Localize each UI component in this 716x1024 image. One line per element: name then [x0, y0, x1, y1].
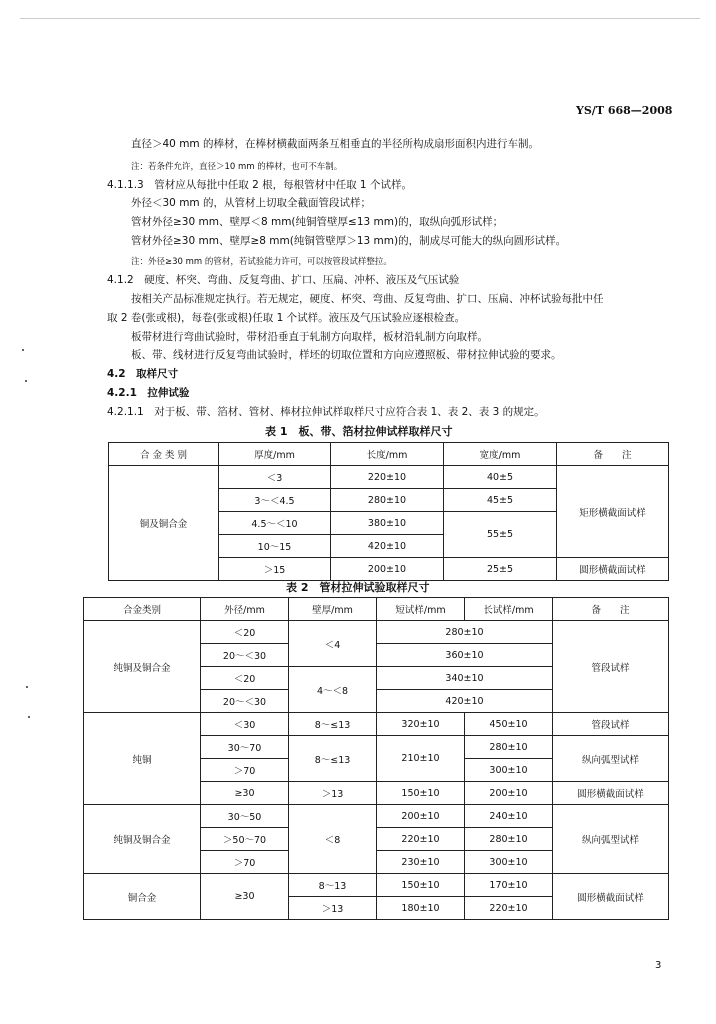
cell: ＞13 [289, 782, 377, 805]
remark-cell: 矩形横截面试样 [557, 466, 669, 558]
cell: 200±10 [331, 558, 444, 581]
cell: 180±10 [377, 897, 465, 920]
section-4-1-2: 4.1.2 硬度、杯突、弯曲、反复弯曲、扩口、压扁、冲杯、液压及气压试验 [107, 274, 460, 286]
scan-speck [26, 686, 28, 688]
cell: ＜3 [219, 466, 331, 489]
scan-speck [22, 349, 24, 351]
remark-cell: 纵向弧型试样 [553, 736, 669, 782]
cell: 30～70 [201, 736, 289, 759]
standard-number: YS/T 668—2008 [576, 104, 673, 117]
scan-speck [25, 380, 27, 382]
header-cell: 外径/mm [201, 598, 289, 621]
remark-cell: 纵向弧型试样 [553, 805, 669, 874]
table2 [83, 597, 669, 920]
cell: 230±10 [377, 851, 465, 874]
section-4-2: 4.2 取样尺寸 [107, 368, 179, 380]
cell: 300±10 [465, 851, 553, 874]
cell: 20～＜30 [201, 690, 289, 713]
cell: 30～50 [201, 805, 289, 828]
cell: 280±10 [377, 621, 553, 644]
cell: 20～＜30 [201, 644, 289, 667]
cell: 340±10 [377, 667, 553, 690]
table-row [84, 874, 669, 897]
paragraph: 管材外径≥30 mm、壁厚≥8 mm(纯铜管壁厚＞13 mm)的，制成尽可能大的纵向圆形试样。 [131, 235, 567, 247]
paragraph: 直径＞40 mm 的棒材，在棒材横截面两条互相垂直的半径所构成扇形面积内进行车制。 [131, 138, 539, 150]
paragraph: 取 2 卷(张或根)，每卷(张或根)任取 1 个试样。液压及气压试验应逐根检查。 [107, 312, 466, 324]
header-cell: 备 注 [553, 598, 669, 621]
table-row [84, 805, 669, 828]
cell: 220±10 [331, 466, 444, 489]
cell: 280±10 [465, 828, 553, 851]
cell: ＜8 [289, 805, 377, 874]
page-number: 3 [655, 960, 662, 971]
cell: 240±10 [465, 805, 553, 828]
cell: 200±10 [465, 782, 553, 805]
cell: 55±5 [444, 512, 557, 558]
table1-caption: 表 1 板、带、箔材拉伸试样取样尺寸 [265, 425, 453, 438]
section-4-2-1: 4.2.1 拉伸试验 [107, 387, 190, 399]
alloy-cell: 铜及铜合金 [109, 466, 219, 581]
header-cell: 厚度/mm [219, 443, 331, 466]
remark-cell: 管段试样 [553, 621, 669, 713]
remark-cell: 圆形横截面试样 [557, 558, 669, 581]
cell: ≥30 [201, 782, 289, 805]
cell: 220±10 [377, 828, 465, 851]
paragraph: 按相关产品标准规定执行。若无规定，硬度、杯突、弯曲、反复弯曲、扩口、压扁、冲杯试验每批中任 [131, 293, 604, 305]
cell: 150±10 [377, 874, 465, 897]
table-row [84, 598, 669, 621]
table1 [108, 442, 669, 581]
cell: ＜20 [201, 621, 289, 644]
cell: ＞70 [201, 851, 289, 874]
cell: 450±10 [465, 713, 553, 736]
remark-cell: 圆形横截面试样 [553, 874, 669, 920]
paragraph: 管材外径≥30 mm、壁厚＜8 mm(纯铜管壁厚≤13 mm)的，取纵向弧形试样； [131, 216, 504, 228]
header-cell: 合 金 类 别 [109, 443, 219, 466]
remark-cell: 管段试样 [553, 713, 669, 736]
cell: 380±10 [331, 512, 444, 535]
cell: 420±10 [377, 690, 553, 713]
header-cell: 长试样/mm [465, 598, 553, 621]
cell: 25±5 [444, 558, 557, 581]
header-cell: 宽度/mm [444, 443, 557, 466]
header-cell: 长度/mm [331, 443, 444, 466]
paragraph: 外径＜30 mm 的，从管材上切取全截面管段试样； [131, 197, 371, 209]
cell: 8～13 [289, 874, 377, 897]
cell: 3～＜4.5 [219, 489, 331, 512]
paragraph: 板、带、线材进行反复弯曲试验时，样坯的切取位置和方向应遵照板、带材拉伸试验的要求。 [131, 349, 562, 361]
note: 注：外径≥30 mm 的管材，若试验能力许可，可以按管段试样整拉。 [131, 257, 392, 267]
table-row [84, 713, 669, 736]
cell: ＞13 [289, 897, 377, 920]
scan-speck [28, 716, 30, 718]
header-cell: 短试样/mm [377, 598, 465, 621]
alloy-cell: 纯铜 [84, 713, 201, 805]
cell: 8～≤13 [289, 736, 377, 782]
cell: 280±10 [465, 736, 553, 759]
cell: 320±10 [377, 713, 465, 736]
cell: 420±10 [331, 535, 444, 558]
cell: ＜4 [289, 621, 377, 667]
section-4-1-1-3: 4.1.1.3 管材应从每批中任取 2 根，每根管材中任取 1 个试样。 [107, 179, 412, 191]
header-cell: 合金类别 [84, 598, 201, 621]
cell: 360±10 [377, 644, 553, 667]
header-cell: 备 注 [557, 443, 669, 466]
cell: 280±10 [331, 489, 444, 512]
cell: 45±5 [444, 489, 557, 512]
cell: 40±5 [444, 466, 557, 489]
scan-edge-line [20, 18, 700, 19]
alloy-cell: 铜合金 [84, 874, 201, 920]
cell: ＞50～70 [201, 828, 289, 851]
cell: 300±10 [465, 759, 553, 782]
alloy-cell: 纯铜及铜合金 [84, 621, 201, 713]
cell: ＜30 [201, 713, 289, 736]
table-row [109, 466, 669, 489]
table-row [84, 621, 669, 644]
cell: ＞15 [219, 558, 331, 581]
cell: 170±10 [465, 874, 553, 897]
section-4-2-1-1: 4.2.1.1 对于板、带、箔材、管材、棒材拉伸试样取样尺寸应符合表 1、表 2、表 3 的规定。 [107, 406, 545, 418]
cell: ≥30 [201, 874, 289, 920]
header-cell: 壁厚/mm [289, 598, 377, 621]
remark-cell: 圆形横截面试样 [553, 782, 669, 805]
table2-caption: 表 2 管材拉伸试验取样尺寸 [286, 581, 430, 594]
cell: 8～≤13 [289, 713, 377, 736]
cell: 4～＜8 [289, 667, 377, 713]
cell: ＜20 [201, 667, 289, 690]
table-row [109, 443, 669, 466]
paragraph: 板带材进行弯曲试验时，带材沿垂直于轧制方向取样，板材沿轧制方向取样。 [131, 331, 488, 343]
cell: 210±10 [377, 736, 465, 782]
cell: 220±10 [465, 897, 553, 920]
cell: ＞70 [201, 759, 289, 782]
note: 注：若条件允许，直径＞10 mm 的棒材，也可不车制。 [131, 162, 343, 172]
cell: 4.5～＜10 [219, 512, 331, 535]
cell: 10～15 [219, 535, 331, 558]
cell: 200±10 [377, 805, 465, 828]
cell: 150±10 [377, 782, 465, 805]
alloy-cell: 纯铜及铜合金 [84, 805, 201, 874]
